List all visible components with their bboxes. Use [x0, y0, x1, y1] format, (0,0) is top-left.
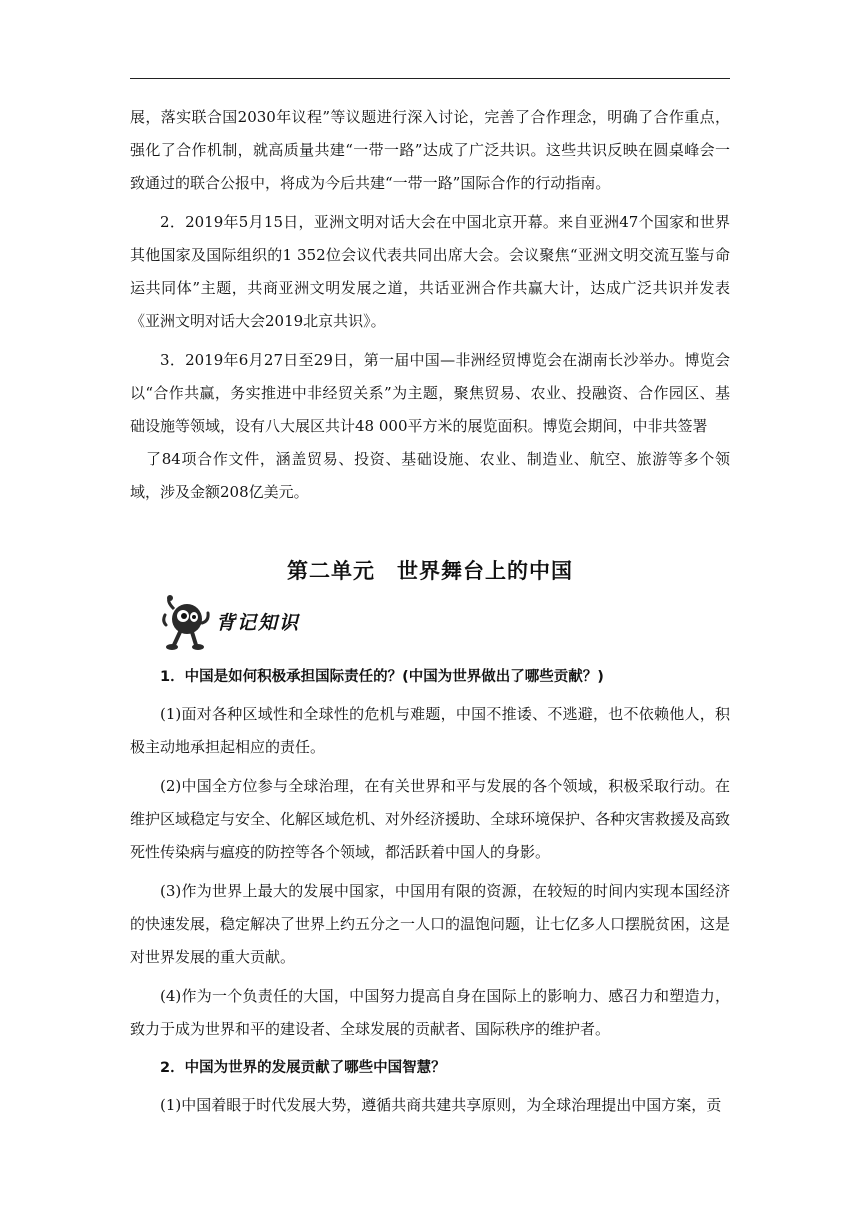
news-item-2: 2．2019年5月15日，亚洲文明对话大会在中国北京开幕。来自亚洲47个国家和世界其他国家及国际组织的1 352位会议代表共同出席大会。会议聚焦“亚洲文明交流互鉴与命运共同体”主题，共商亚洲文明发展之道，共话亚洲合作共赢大计，达成广泛共识并发表《亚洲文明对话大会2019北京共识》。: [130, 213, 730, 330]
news-item-3-continued: 了84项合作文件，涵盖贸易、投资、基础设施、农业、制造业、航空、旅游等多个领域，涉及金额208亿美元。: [130, 450, 730, 501]
unit-title: 第二单元 世界舞台上的中国: [287, 559, 573, 583]
page-content: [130, 101, 730, 1128]
answer-1-4: (4)作为一个负责任的大国，中国努力提高自身在国际上的影响力、感召力和塑造力，致力于成为世界和平的建设者、全球发展的贡献者、国际秩序的维护者。: [130, 987, 730, 1038]
question-1: 1．中国是如何积极承担国际责任的？(中国为世界做出了哪些贡献？): [160, 669, 604, 685]
answer-1-2: (2)中国全方位参与全球治理，在有关世界和平与发展的各个领域，积极采取行动。在维护区域稳定与安全、化解区域危机、对外经济援助、全球环境保护、各种灾害救援及高致死性传染病与瘟疫的防控等各个领域，都活跃着中国人的身影。: [130, 777, 731, 861]
continuation-paragraph: 展，落实联合国2030年议程”等议题进行深入讨论，完善了合作理念，明确了合作重点，强化了合作机制，就高质量共建“一带一路”达成了广泛共识。这些共识反映在圆桌峰会一致通过的联合公报中，将成为今后共建“一带一路”国际合作的行动指南。: [130, 108, 730, 192]
mascot-icon: [160, 595, 212, 651]
badge-label: 背记知识: [216, 611, 301, 634]
header-rule: [130, 78, 730, 79]
answer-2-1: (1)中国着眼于时代发展大势，遵循共商共建共享原则，为全球治理提出中国方案，贡: [160, 1096, 722, 1114]
answer-1-3: (3)作为世界上最大的发展中国家，中国用有限的资源，在较短的时间内实现本国经济的快速发展，稳定解决了世界上约五分之一人口的温饱问题，让七亿多人口摆脱贫困，这是对世界发展的重大贡献。: [130, 882, 731, 966]
answer-1-1: (1)面对各种区域性和全球性的危机与难题，中国不推诿、不逃避，也不依赖他人，积极主动地承担起相应的责任。: [130, 705, 730, 756]
question-2: 2．中国为世界的发展贡献了哪些中国智慧？: [160, 1060, 446, 1076]
memorize-badge: [160, 595, 730, 651]
news-item-3: 3．2019年6月27日至29日，第一届中国—非洲经贸博览会在湖南长沙举办。博览会以“合作共赢，务实推进中非经贸关系”为主题，聚焦贸易、农业、投融资、合作园区、基础设施等领域，设有八大展区共计48 000平方米的展览面积。博览会期间，中非共签署: [130, 351, 730, 435]
